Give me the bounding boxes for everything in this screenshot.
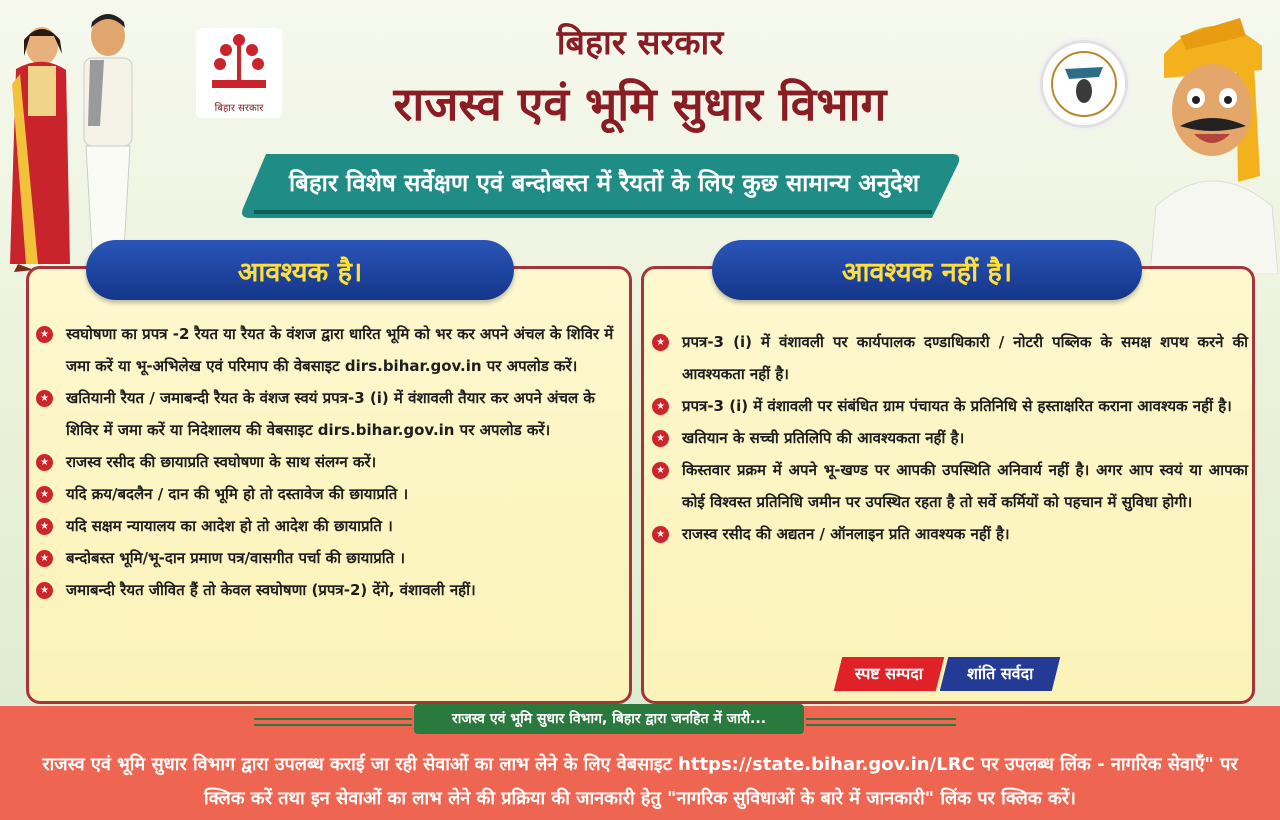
star-bullet-icon: ★ [652,526,669,543]
star-bullet-icon: ★ [36,326,53,343]
slogan-part-one: स्पष्ट सम्पदा [834,657,944,691]
list-item: ★ राजस्व रसीद की छायाप्रति स्वघोषणा के साथ संलग्न करें। [36,446,626,478]
list-item: ★ बन्दोबस्त भूमि/भू-दान प्रमाण पत्र/वासगीत पर्चा की छायाप्रति । [36,542,626,574]
list-item: ★ खतियानी रैयत / जमाबन्दी रैयत के वंशज स्वयं प्रपत्र-3 (i) में वंशावली तैयार कर अपने अंचल के शिविर में जमा करें या निदेशालय की वेबसाइट dirs.bihar.gov.in पर अपलोड करें। [36,382,626,446]
star-bullet-icon: ★ [652,398,669,415]
department-title: राजस्व एवं भूमि सुधार विभाग [393,77,887,131]
not-required-list [652,326,1248,550]
footer-text: राजस्व एवं भूमि सुधार विभाग द्वारा उपलब्ध कराई जा रही सेवाओं का लाभ लेने के लिए वेबसाइट https://state.bihar.gov.in/LRC पर उपलब्ध लिंक - नागरिक सेवाएँ" पर क्लिक करें तथा इन सेवाओं का लाभ लेने की प्रक्रिया की जानकारी हेतु "नागरिक सुविधाओं के बारे में जानकारी" लिंक पर क्लिक करें। [42,754,1238,809]
footer-divider-right [806,718,956,726]
list-item: ★ खतियान के सच्ची प्रतिलिपि की आवश्यकता नहीं है। [652,422,1248,454]
required-heading: आवश्यक है। [237,257,363,288]
list-item: ★ राजस्व रसीद की अद्यतन / ऑनलाइन प्रति आवश्यक नहीं है। [652,518,1248,550]
left-logo-caption: बिहार सरकार [214,103,264,114]
required-list [36,318,626,606]
footer-tag: राजस्व एवं भूमि सुधार विभाग, बिहार द्वारा जनहित में जारी... [414,704,804,734]
list-item: ★ स्वघोषणा का प्रपत्र -2 रैयत या रैयत के वंशज द्वारा धारित भूमि को भर कर अपने अंचल के शिविर में जमा करें या भू-अभिलेख एवं परिमाप की वेबसाइट dirs.bihar.gov.in पर अपलोड करें। [36,318,626,382]
star-bullet-icon: ★ [36,390,53,407]
star-bullet-icon: ★ [36,550,53,567]
star-bullet-icon: ★ [36,486,53,503]
star-bullet-icon: ★ [652,430,669,447]
list-item: ★ प्रपत्र-3 (i) में वंशावली पर कार्यपालक दण्डाधिकारी / नोटरी पब्लिक के समक्ष शपथ करने की आवश्यकता नहीं है। [652,326,1248,390]
list-item: ★ किस्तवार प्रक्रम में अपने भू-खण्ड पर आपकी उपस्थिति अनिवार्य नहीं है। अगर आप स्वयं या आपका कोई विश्वस्त प्रतिनिधि जमीन पर उपस्थित रहता है तो सर्वे कर्मियों को पहचान में सुविधा होगी। [652,454,1248,518]
government-title: बिहार सरकार [556,23,724,63]
list-item: ★ प्रपत्र-3 (i) में वंशावली पर संबंधित ग्राम पंचायत के प्रतिनिधि से हस्ताक्षरित कराना आवश्यक नहीं है। [652,390,1248,422]
not-required-heading: आवश्यक नहीं है। [841,257,1013,288]
star-bullet-icon: ★ [36,454,53,471]
star-bullet-icon: ★ [652,334,669,351]
star-bullet-icon: ★ [652,462,669,479]
list-item: ★ यदि क्रय/बदलैन / दान की भूमि हो तो दस्तावेज की छायाप्रति । [36,478,626,510]
star-bullet-icon: ★ [36,518,53,535]
footer-divider-left [254,718,412,726]
banner-text: बिहार विशेष सर्वेक्षण एवं बन्दोबस्त में रैयतों के लिए कुछ सामान्य अनुदेश [288,169,920,197]
list-item: ★ जमाबन्दी रैयत जीवित हैं तो केवल स्वघोषणा (प्रपत्र-2) देंगे, वंशावली नहीं। [36,574,626,606]
slogan-part-two: शांति सर्वदा [940,657,1060,691]
list-item: ★ यदि सक्षम न्यायालय का आदेश हो तो आदेश की छायाप्रति । [36,510,626,542]
star-bullet-icon: ★ [36,582,53,599]
